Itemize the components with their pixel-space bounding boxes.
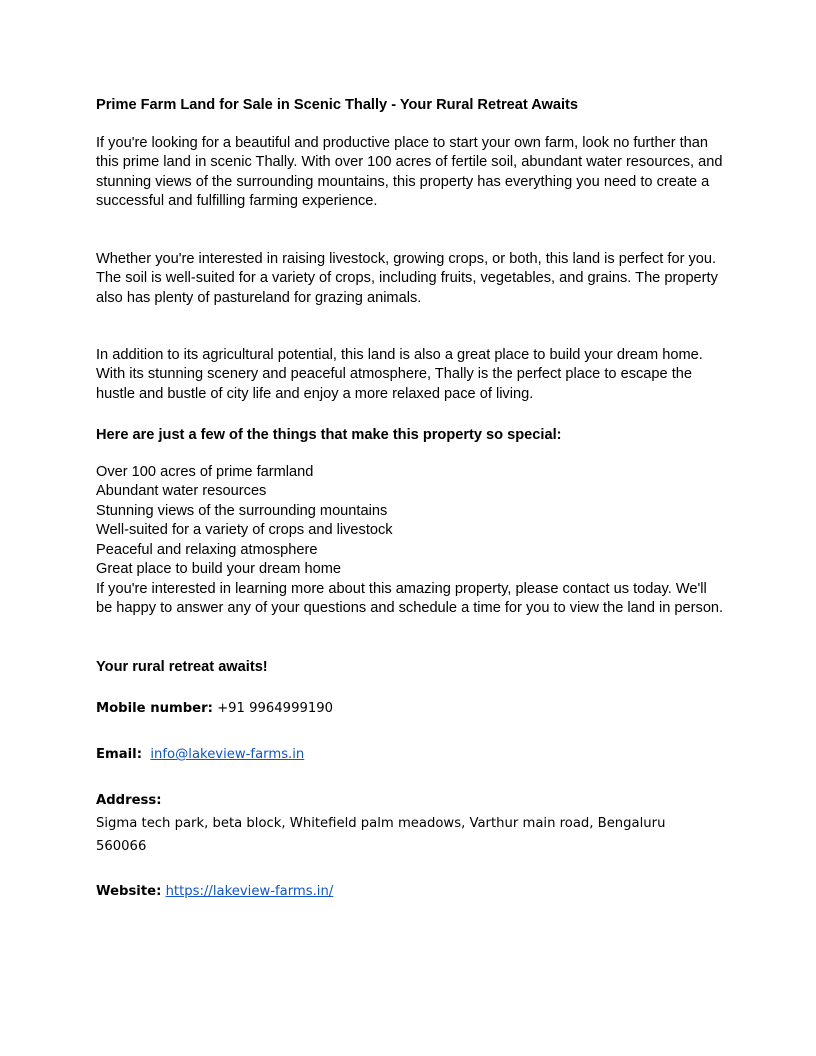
address-value: Sigma tech park, beta block, Whitefield palm meadows, Varthur main road, Bengaluru 560066: [96, 816, 666, 854]
paragraph-intro: If you're looking for a beautiful and productive place to start your own farm, look no further than this prime land in scenic Thally. With over 100 acres of fertile soil, abundant water resources, and stunning views of the surrounding mountains, this property has everything you need to create a successful and fulfilling farming experience.: [96, 135, 723, 210]
feature-item: Stunning views of the surrounding mountains: [96, 502, 388, 519]
feature-item: Over 100 acres of prime farmland: [96, 464, 314, 480]
feature-item: Well-suited for a variety of crops and livestock: [96, 522, 393, 539]
email-link[interactable]: info@lakeview-farms.in: [150, 747, 305, 762]
features-list: [96, 463, 726, 579]
address-label: Address:: [96, 793, 162, 808]
paragraph-home: In addition to its agricultural potential, this land is also a great place to build your dream home. With its stunning scenery and peaceful atmosphere, Thally is the perfect place to escape the hustle and bustle of city life and enjoy a more relaxed pace of living.: [96, 347, 703, 402]
mobile-label: Mobile number:: [96, 701, 213, 716]
email-label: Email:: [96, 747, 142, 762]
features-heading: Here are just a few of the things that make this property so special:: [96, 427, 562, 443]
feature-item: Great place to build your dream home: [96, 561, 341, 578]
paragraph-usage: Whether you're interested in raising livestock, growing crops, or both, this land is perfect for you. The soil is well-suited for a variety of crops, including fruits, vegetables, and grains. The property also has plenty of pastureland for grazing animals.: [96, 251, 718, 306]
mobile-number-row: [96, 697, 333, 720]
website-row: [96, 880, 333, 903]
website-link[interactable]: https://lakeview-farms.in/: [165, 884, 334, 899]
document-title: Prime Farm Land for Sale in Scenic Thally - Your Rural Retreat Awaits: [96, 97, 579, 113]
email-row: [96, 743, 304, 766]
website-label: Website:: [96, 884, 162, 899]
closing-line: Your rural retreat awaits!: [96, 659, 268, 675]
contact-paragraph: If you're interested in learning more about this amazing property, please contact us today. We'll be happy to answer any of your questions and schedule a time for you to view the land in person.: [96, 581, 724, 617]
feature-item: Abundant water resources: [96, 483, 267, 500]
mobile-value: +91 9964999190: [217, 701, 334, 716]
feature-item: Peaceful and relaxing atmosphere: [96, 541, 318, 558]
